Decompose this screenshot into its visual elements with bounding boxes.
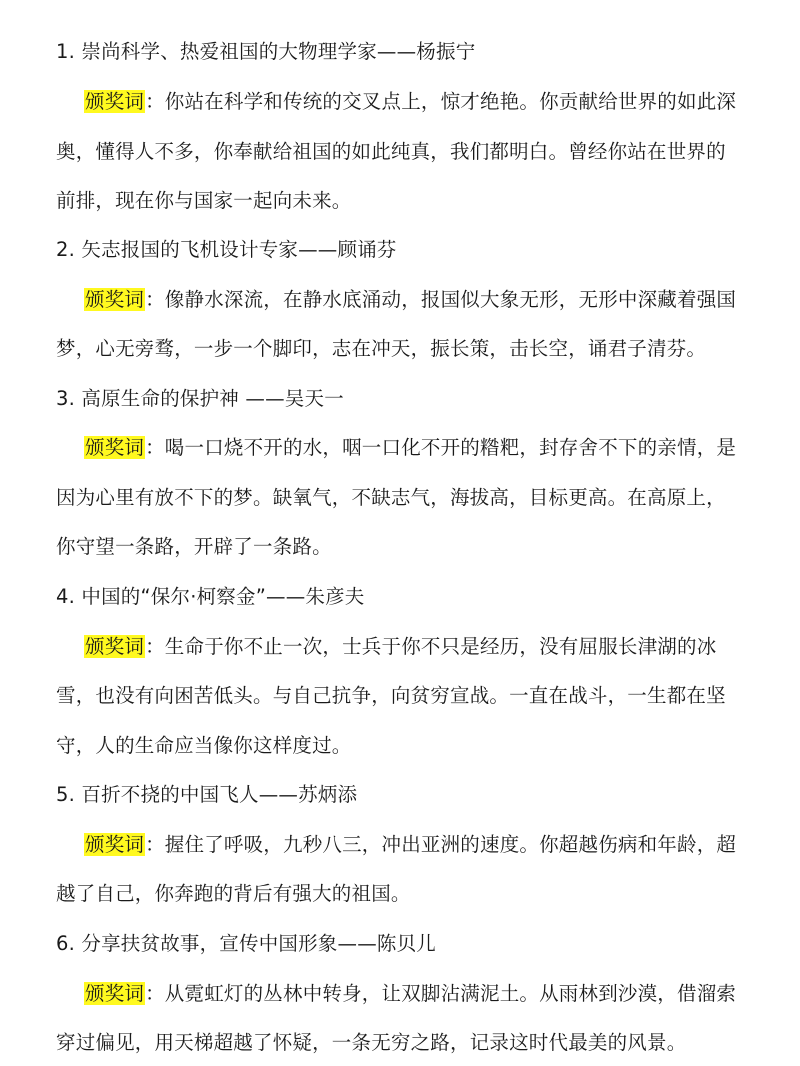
award-label: 颁奖词 (85, 635, 145, 658)
entry-title: 3. 高原生命的保护神 ——吴天一 (56, 387, 344, 410)
award-label: 颁奖词 (85, 90, 145, 113)
award-text: 奥，懂得人不多，你奉献给祖国的如此纯真，我们都明白。曾经你站在世界的 (56, 140, 726, 163)
award-text: 你守望一条路，开辟了一条路。 (56, 535, 332, 558)
award-label: 颁奖词 (85, 982, 145, 1005)
award-text: 因为心里有放不下的梦。缺氧气，不缺志气，海拔高，目标更高。在高原上， (56, 486, 726, 509)
award-text: 穿过偏见，用天梯超越了怀疑，一条无穷之路，记录这时代最美的风景。 (56, 1031, 687, 1054)
award-paragraph (84, 428, 760, 468)
award-text: 雪，也没有向困苦低头。与自己抗争，向贫穷宣战。一直在战斗，一生都在坚 (56, 684, 726, 707)
entry-title: 5. 百折不挠的中国飞人——苏炳添 (56, 783, 358, 806)
award-text: ：从霓虹灯的丛林中转身，让双脚沾满泥土。从雨林到沙漠，借溜索 (145, 982, 737, 1005)
award-paragraph (84, 280, 760, 320)
entry-title: 6. 分享扶贫故事，宣传中国形象——陈贝儿 (56, 932, 437, 955)
award-text: ：像静水深流，在静水底涌动，报国似大象无形，无形中深藏着强国 (145, 288, 737, 311)
entry-title: 1. 崇尚科学、热爱祖国的大物理学家——杨振宁 (56, 40, 476, 63)
award-text: ：生命于你不止一次，士兵于你不只是经历，没有屈服长津湖的冰 (145, 635, 717, 658)
entry-title: 4. 中国的“保尔·柯察金”——朱彦夫 (56, 585, 365, 608)
award-paragraph (84, 627, 760, 667)
award-text: 守，人的生命应当像你这样度过。 (56, 734, 352, 757)
award-paragraph (84, 825, 760, 865)
award-paragraph (84, 82, 760, 122)
award-text: ：喝一口烧不开的水，咽一口化不开的糌粑，封存舍不下的亲情，是 (145, 436, 737, 459)
award-label: 颁奖词 (85, 833, 145, 856)
award-text: 梦，心无旁骛，一步一个脚印，志在冲天，振长策，击长空，诵君子清芬。 (56, 337, 707, 360)
award-text: 前排，现在你与国家一起向未来。 (56, 189, 352, 212)
award-text: ：你站在科学和传统的交叉点上，惊才绝艳。你贡献给世界的如此深 (145, 90, 737, 113)
award-paragraph (84, 974, 760, 1014)
award-label: 颁奖词 (85, 288, 145, 311)
award-text: ：握住了呼吸，九秒八三，冲出亚洲的速度。你超越伤病和年龄，超 (145, 833, 737, 856)
award-label: 颁奖词 (85, 436, 145, 459)
award-text: 越了自己，你奔跑的背后有强大的祖国。 (56, 882, 411, 905)
entry-title: 2. 矢志报国的飞机设计专家——顾诵芬 (56, 238, 397, 261)
